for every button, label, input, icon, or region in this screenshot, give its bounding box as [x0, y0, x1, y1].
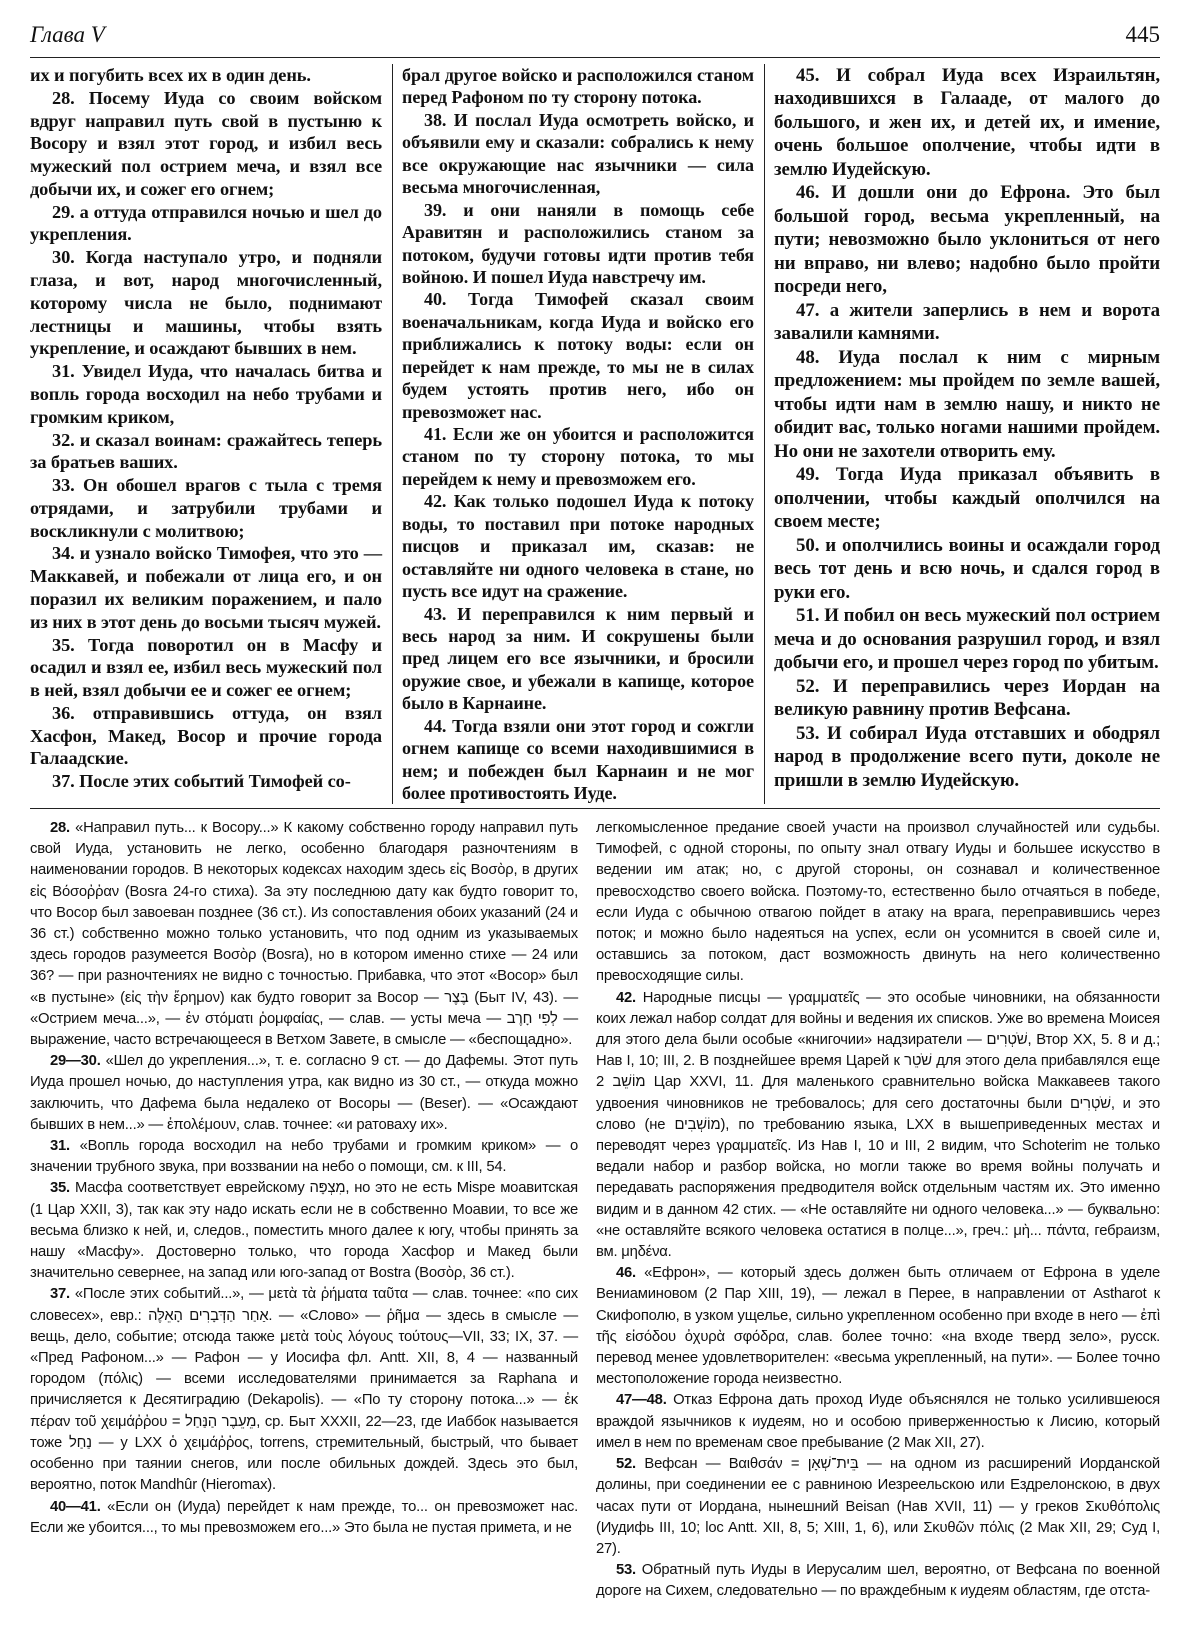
note-text: «Направил путь... к Восору...» К какому собственно городу направил путь свой Иуда, установить не легко, особенно благодаря разночтениям в наименовании городов. В некоторых кодексах находим здесь εἰς Βοσὸρ, в других εἰς Βόσοῤῥαν (Bosra 24-го стиха). За эту последнюю дату как будто говорит то, что Восор был завоеван позднее (36 ст.). Из сопоставления обоих указаний (24 и 36 ст.) собственно можно только установить, что под одним из указываемых здесь городов разумеется Βοσὸρ (Bosra), но в котором именно стихе — 24 или 36? — при разночтениях не видно с точностью. Прибавка, что этот «Восор» был «в пустыне» (εἰς τὴν ἔρημον) как будто говорит за Восор — בֶּצֶר (Быт IV, 43). — «Острием меча...», — ἐν στόματι ῥομφαίας, — слав. — усты меча — לְפִי חָרֶב — выражение, часто встречающееся в Ветхом Завете, в смысле — «беспощадно». [30, 820, 578, 1049]
verse-text: 28. Посему Иуда со своим войском вдруг направил путь свой в пустыню к Восору и взял этот город, и избил весь мужеский пол острием меча, и взял все добычи их, и сожег его огнем; [30, 87, 382, 199]
verse [402, 603, 754, 715]
note-text: Обратный путь Иуды в Иерусалим шел, вероятно, от Вефсана по военной дороге на Сихем, следовательно — по враждебным к иудеям областям, где отста- [596, 1562, 1160, 1600]
note-text: «Если он (Иуда) перейдет к нам прежде, то... он превозможет нас. Если же убоится..., то мы превозможем его...» Это была не пустая примета, и не [30, 1498, 578, 1536]
verse-text: 36. отправившись оттуда, он взял Хасфон, Макед, Восор и прочие города Галаадские. [30, 702, 382, 769]
note-text: «Шел до укрепления...», т. е. согласно 9 ст. — до Дафемы. Этот путь Иуда прошел ночью, до наступления утра, как видно из 30 ст., — откуда можно заключить, что Дафема была недалеко от Восоры — (Beser). — «Осаждают бывших в нем...» — ἐπολέμουν, слав. точнее: «и ратоваху их». [30, 1053, 578, 1133]
chapter-title: Глава V [30, 22, 105, 47]
column-divider [764, 64, 765, 804]
verse-continuation [402, 64, 754, 109]
verse-text: 48. Иуда послал к ним с мирным предложением: мы пройдем по земле вашей, чтобы идти нам в землю нашу, и никто не обидит вас, только ногами нашими пройдем. Но они не захотели отворить ему. [774, 346, 1160, 462]
column-divider [392, 64, 393, 804]
verse-text: 50. и ополчились воины и осаждали город весь тот день и всю ночь, и сдался город в руки его. [774, 534, 1160, 603]
verse [402, 715, 754, 805]
note [30, 1178, 578, 1284]
verse-text: 37. После этих событий Тимофей со- [52, 771, 351, 792]
verse-text: 43. И переправился к ним первый и весь народ за ним. И сокрушены были пред лицем его все язычники, и бросили оружие свое, и убежали в капище, которое было в Карнаине. [402, 603, 754, 714]
verse [774, 463, 1160, 533]
note-reference: 46. [616, 1265, 636, 1282]
verse-text: 39. и они наняли в помощь себе Аравитян и расположились станом за потоком, будучи готовы идти против тебя войною. И пошел Иуда навстречу им. [402, 199, 754, 287]
verse-text: их и погубить всех их в один день. [30, 65, 311, 85]
verse [30, 702, 382, 770]
note-reference: 29—30. [50, 1053, 101, 1070]
verse-text: 44. Тогда взяли они этот город и сожгли огнем капище со всеми находившимися в нем; и побежден был Карнаин и не мог более противостоять Иуде. [402, 715, 754, 803]
verse [30, 360, 382, 428]
note [30, 1051, 578, 1136]
note-reference: 35. [50, 1180, 70, 1197]
note-reference: 31. [50, 1138, 70, 1155]
verse [30, 246, 382, 360]
verse [30, 542, 382, 633]
note-text: «Ефрон», — который здесь должен быть отличаем от Ефрона в уделе Вениаминовом (2 Пар XIII, 19), — лежал в Перее, в направлении от Astharot к Скифополю, в узком ущелье, сильно укрепленном особенно при входе в него — ἐπὶ τῆς εἰσόδου ὀχυρὰ σφόδρα, слав. более точно: «на входе тверд зело», русск. перевод менее удовлетворителен: «весьма укрепленный, на пути». — Более точно местоположение города неизвестно. [596, 1265, 1160, 1388]
verse [402, 109, 754, 199]
verse-text: 40. Тогда Тимофей сказал своим военачальникам, когда Иуда и войско его приближались к потоку воды: если он перейдет к нам прежде, то мы не в силах будем устоять против него, ибо он превозможет нас. [402, 289, 754, 422]
verse [774, 534, 1160, 604]
note-reference: 42. [616, 989, 636, 1006]
verse [402, 423, 754, 490]
note [596, 1560, 1160, 1602]
note [30, 1497, 578, 1539]
verse [402, 490, 754, 602]
note-text: Народные писцы — γραμματεῖς — это особые чиновники, на обязанности коих лежал набор солдат для войны и ведения их списков. Уже во времена Моисея для этого дела были особые «книгочии» надзиратели — שֹׁטְרִים, Втор XX, 5. 8 и д.; Нав I, 10; III, 2. В позднейшее время Царей к שֹׁטֵר для этого дела прибавлялся еще מוֹשֵׁב 2 Цар XXVI, 11. Для маленького сравнительно войска Маккавеев такого удвоения чиновников не требовалось; для сего достаточны были שֹׁטְרִים, и это слово (не מוֹשְׁבִים), по требованию языка, LXX в вышеприведенных местах и переводят через γραμματεῖς. Из Нав I, 10 и III, 2 видим, что Schoterim не только ведали набор и разбор войска, но могли также во время войны получать и передавать распоряжения предводителя войск отдельным частям их. Это именно видим и в данном 42 стих. — «Не оставляйте ни одного человека...» — буквально: «не оставляйте всякого человека остатися в полце...», греч.: μὴ... πάντα, гебраизм, вм. μηδένα. [596, 989, 1161, 1261]
verse-text: 30. Когда наступало утро, и подняли глаза, и вот, народ многочисленный, которому числа не было, поднимают лестницы и машины, чтобы взять укрепление, и осаждают бывших в нем. [30, 247, 382, 359]
note [30, 1284, 578, 1496]
verse [402, 199, 754, 289]
verse [774, 299, 1160, 346]
verse-text: 45. И собрал Иуда всех Израильтян, находившихся в Галааде, от малого до большого, и жен их, и детей их, и имение, очень большое ополчение, чтобы идти в землю Иудейскую. [774, 65, 1160, 180]
note-text: Масфа соответствует еврейскому מִצְפָּה, но это не есть Mispe моавитская (1 Цар XXII, 3), так как эту надо искать если не в собственно Моавии, то все же весьма близко к ней, и, следов., поместить много далее к югу, чтобы принять за нашу «Масфу». Достоверно только, что города Хасфор и Макед были значительно севернее, на запад или юго-запад от Bostra (Βοσὸρ, 36 ст.). [30, 1180, 578, 1282]
verse-continuation [30, 64, 382, 87]
main-column-2 [402, 64, 754, 804]
commentary-column-2 [596, 818, 1160, 1618]
verse [30, 474, 382, 542]
verse [774, 604, 1160, 674]
verse-text: 32. и сказал воинам: сражайтесь теперь за братьев ваших. [30, 429, 382, 473]
verse-text: 47. а жители заперлись в нем и ворота завалили камнями. [774, 299, 1160, 345]
note-reference: 37. [50, 1286, 70, 1303]
note-reference: 47—48. [616, 1392, 667, 1409]
verse [774, 722, 1160, 792]
page-header [30, 18, 1160, 56]
verse-text: 53. И собирал Иуда отставших и ободрял народ в продолжение всего пути, доколе не пришли в землю Иудейскую. [774, 722, 1160, 791]
verse [402, 288, 754, 423]
note [30, 818, 578, 1051]
note [596, 1454, 1160, 1560]
verse-text: 38. И послал Иуда осмотреть войско, и объявили ему и сказали: собрались к нему все окружающие нас язычники — сила весьма многочисленная, [402, 109, 754, 198]
verse-text: 42. Как только подошел Иуда к потоку воды, то поставил при потоке народных писцов и приказал им, сказав: не оставляйте ни одного человека в стане, но пусть все идут на сражение. [402, 491, 754, 602]
header-rule [30, 57, 1160, 58]
verse-text: 52. И переправились через Иордан на великую равнину против Вефсана. [774, 675, 1160, 721]
note-reference: 28. [50, 820, 70, 836]
verse-text: 29. а оттуда отправился ночью и шел до укрепления. [30, 201, 382, 245]
note-reference: 53. [616, 1562, 636, 1579]
verse [30, 634, 382, 702]
note-text: «Вопль города восходил на небо трубами и громким криком» — о значении трубного звука, при воззвании на небо о помощи, см. к III, 54. [30, 1138, 578, 1176]
verse-text: брал другое войско и расположился станом перед Рафоном по ту сторону потока. [402, 65, 754, 108]
verse [774, 675, 1160, 722]
verse [30, 87, 382, 201]
verse [774, 181, 1160, 298]
verse-text: 41. Если же он убоится и расположится станом по ту сторону потока, то мы перейдем к нему и превозможем его. [402, 424, 754, 489]
main-column-1 [30, 64, 382, 804]
verse [774, 64, 1160, 181]
main-column-3 [774, 64, 1160, 804]
note [596, 1390, 1160, 1454]
verse-text: 33. Он обошел врагов с тыла с тремя отрядами, и затрубили трубами и воскликнули с молитвою; [30, 475, 382, 541]
note-text: «После этих событий...», — μετὰ τὰ ῥήματα ταῦτα — слав. точнее: «по сих словесех», евр.: אַחַר הַדְּבָרִים הָאֵלֶּה. — «Слово» — ῥῆμα — здесь в смысле — вещь, дело, событие; отсюда также μετὰ τοὺς λόγους τούτους—VII, 33; IX, 37. — «Пред Рафоном...» — Рафон — у Иосифа фл. Antt. XII, 8, 4 — названный городом (πόλις) — всеми исследователями принимается за Raphana и причисляется к Десятиградию (Dekapolis). — «По ту сторону потока...» — ἐκ πέραν τοῦ χειμάῤῥου = מֵעֵבֶר הַנַּחַל, ср. Быт XXXII, 22—23, где Иаббок называется тоже נַחַל — у LXX ὁ χειμάῤῥος, torrens, стремительный, быстрый, что бывает особенно при таянии снегов, или после обильных дождей. Здесь это был, вероятно, поток Mandhûr (Hieromax). [30, 1286, 579, 1494]
note [596, 1263, 1160, 1390]
footnote-rule [30, 808, 1160, 809]
note-reference: 52. [616, 1456, 636, 1473]
verse-text: 51. И побил он весь мужеский пол острием меча и до основания разрушил город, и взял добычи его, и прошел через город по убитым. [774, 605, 1160, 674]
verse-text: 49. Тогда Иуда приказал объявить в ополчении, чтобы каждый ополчился на своем месте; [774, 464, 1160, 533]
verse-text: 46. И дошли они до Ефрона. Это был большой город, весьма укрепленный, на пути; невозможно было уклониться от него ни вправо, ни влево; надобно было пройти посреди него, [774, 182, 1160, 298]
note-text: легкомысленное предание своей участи на произвол случайностей или судьбы. Тимофей, с одной стороны, по опыту знал отвагу Иуды и большее искусство в ведении им атак; но, с другой стороны, он сознавал и количественное превосходство своего войска. Поэтому-то, естественно было отчаяться в победе, если Иуда с обычною отвагою пойдет в атаку на врага, переправившись через поток; и можно было надеяться на успех, если он усомнится в своей силе и, оставшись за потоком, даст возможность двинуть на него количественно превосходящие силы. [596, 820, 1160, 985]
verse-text: 35. Тогда поворотил он в Масфу и осадил и взял ее, избил весь мужеский пол в ней, взял добычи ее и сожег ее огнем; [30, 634, 382, 701]
commentary-column-1 [30, 818, 578, 1618]
verse [30, 770, 382, 793]
note-reference: 40—41. [50, 1498, 101, 1515]
note-continuation [596, 818, 1160, 988]
verse [30, 201, 382, 247]
page-number: 445 [1125, 22, 1160, 47]
note-text: Отказ Ефрона дать проход Иуде объяснялся не только усилившеюся враждой язычников к иудеям, но и особою приверженностью к Лисию, который имел в нем по временам свое пребывание (2 Мак XII, 27). [596, 1392, 1160, 1451]
verse-text: 34. и узнало войско Тимофея, что это — Маккавей, и побежали от лица его, и он поразил их великим поражением, и пало из них в этот день до восьми тысяч мужей. [30, 543, 382, 632]
note [596, 988, 1160, 1264]
verse-text: 31. Увидел Иуда, что началась битва и вопль города восходил на небо трубами и громким криком, [30, 361, 382, 427]
note-text: Вефсан — Βαιθσάν = בֵּית־שְׁאָן — на одном из расширений Иорданской долины, при соединении ее с равниною Иезреельскою или Ездрелонскою, в двух часах пути от Иордана, нынешний Beisan (Нав XVII, 11) — у греков Σκυθόπολις (Иудифь III, 10; loc Antt. XII, 8, 5; XIII, 1, 6), или Σκυθῶν πόλις (2 Мак XII, 29; Суд I, 27). [596, 1456, 1160, 1557]
verse [774, 346, 1160, 463]
verse [30, 429, 382, 475]
note [30, 1136, 578, 1178]
